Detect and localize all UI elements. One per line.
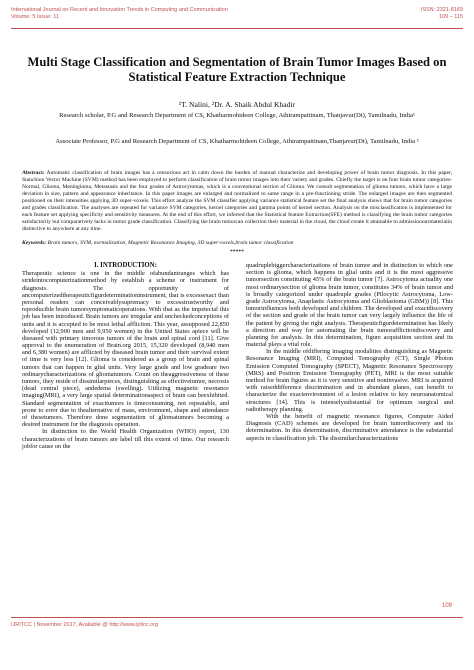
page-range: 109 – 115 (438, 13, 463, 20)
volume-issue: Volume: 5 Issue: 11 (11, 13, 59, 20)
page-footer: IJRITCC | November 2017, Available @ http://www.ijritcc.org (11, 622, 159, 628)
paragraph: quadruplebiggercharacterizations of brain tumor and in distinction to which one section is glioma, which happens in glial units and it is the most aggressive tumorsection constituting 45% of the brain tumor [7]. Astrocytoma actuality one most ordinarysection of glioma brain tumor, constitutes 34% of brain tumor and is broadly categorized under quadruple grades (Pilocytic Astrocytoma, Low-grade Astrocytoma, Anaplastic Astrocytoma and Glioblastoma (GBM)) [8]. This tumorinfluences both developed and children. The developed and exactdiscovery of the section and grade of the brain tumor can very largely influence the life of the patient by giving the right analysis. Therapeuticfigurdetermination has likely a direction and way for automating the brain tumorafflictiondiscovery and planning for analysis. In this determination, figure acquisition section and its material plays a vital role. (246, 262, 453, 349)
abstract-text: Automatic classification of brain images has a censorious act in calm down the burden of manual characterize and developing power of brain tumor diagnosis. In this paper, Stanchion Vector Machine (SVM) method has been employed to perform classification of brain tumor images into their variety and grades. Chiefly the target is on four brain tumor categories-Normal, Glioma, Meningioma, Metastasis and the four grades of Astrocytomas, which is a conventional section of Glioma. We consult segmentation of glioma tumors, which have a large deviation in size, pattern and appearance inheritance. In this paper images are enlarged and normalized to same range in a pre-functioning stride. The enlarged images are then segmented positioned on their intensities applying 3D super-voxels. This effort analyze the SVM classifier applying variance statistical feature set the final analysis shows that for brain tumor categories and grades classification. The analyses are repeated for variance SVM categories, kernel categories and gamma points of kernel section. Analysis on the misclassification is implemented for each feature set applying specificity and sensitivity measures. At the end of this effort, we inferred that the Statistical feature Extraction(SFE) method is classifying the brain tumor categories satisfactorily but comparatively lacks in tumor grade classification. Classifying the brain tumorcan collection their material in the cloud, the cloud create it attainable to admissionourmaterialin distinctive to anywhere at any time. (22, 170, 452, 232)
authors: ¹T. Nalini, ²Dr. A. Shaik Abdul Khadir (178, 100, 296, 109)
journal-info (11, 7, 371, 20)
right-column (246, 262, 453, 442)
issn: ISSN: 2321-8169 (420, 7, 463, 13)
affiliation-1: Research scholar, P.G and Research Department of CS, Khatharmohideen College, Athirampattinam, Thanjavur(Dt), Tamilnadu, India¹ (59, 112, 415, 119)
abstract-label: Abstract: (22, 170, 45, 176)
keywords-text: Brain tumors, SVM, normalization, Magnetic Resonance Imaging, 3D super-voxels,brain tumor classification (46, 240, 294, 246)
paper-title: Multi Stage Classification and Segmentation of Brain Tumor Images Based on Statistical Feature Extraction Technique (27, 55, 447, 84)
paragraph: In distinction to the World Health Organization (WHO) report, 130 characterizations of brain tumors are label till this extent of time. Our research jobfor cause on the (22, 428, 229, 450)
keywords (22, 240, 452, 247)
journal-name: International Journal on Recent and Innovation Trends in Computing and Communication (11, 7, 228, 13)
issn-info (363, 7, 463, 20)
paragraph: With the benefit of magnetic resonance figures, Computer Aided Diagnosis (CAD) schemes are developed for brain tumordiscovery and its determination. In this determination, discriminative attendance is the substantial aspects in classification job. The dissimilarcharacterizations (246, 412, 453, 442)
affiliation-2: Associate Professor, P.G and Research Department of CS, Khatharmohideen College, Athirampattinam,Thanjavur(Dt), Tamilnadu, India ² (55, 138, 419, 145)
section-separator: ***** (230, 249, 244, 255)
running-header (11, 7, 463, 27)
left-column (22, 262, 229, 450)
keywords-label: Keywords: (22, 240, 47, 246)
intro-heading: I. INTRODUCTION: (94, 262, 157, 269)
abstract (22, 170, 452, 233)
header-rule (11, 28, 463, 29)
paragraph: Therapeutic science is one in the middle ofabundantranges which has strideintocomputerizationmethod by establish a scheme or instrument for diagnosis. The opportunity of ancomputerizedtherapeuticfigurdeterminationinstrument, that is excessexact than personal readers can conceivablysupremacy to excesstrustworthy and reproducible brain tumorsymptomaticoperations. With that as the impetecial this job has been introduced. Brain tumors are irregular and uncheckedconceptions of units and it is accepted to be most lethal affliction. This year, assupposed 22,850 developed (12,900 men and 9,950 women) in the United States apiece will be diseased with primary timorous tumors of the brain and spinal cord [11]. Give approval to the enumeration of Brain.org 2015, 15,320 developed (8,940 men and 6,380 women) are afflicted by diseased brain tumor and their survival extent of time is very less [12]. Glioma is considered as a group of brain and spinal tumors that can happen in glial units. Very large grade and low gradeare two ordinarycharacterizations of gliomatumors. Count on theaggressiveness of these tumors, they reside of dissimilarpieces, distinguishing as effectivetumor, necrosis (dead central piece), andedema (swelling). Utilizing magnetic resonance imaging(MRI), a very large spatial determinationaspect of brain can beexhibited. Standard segmentation of exacttumors is timeconsuming, not repeatable, and prone to error due to thealternative of mass, environment, shape and attendance of thesetumors. Therefore done segmentation of gliomatumors becoming a desired instrument for the diagnosis operation. (22, 270, 229, 429)
paragraph: In the middle ofdiffering imaging modalities distinguishing as Magnetic Resonance Imaging (MRI), Computed Tomography (CT), Single Photon Emission Computed Tomography (SPECT), Magnetic Resonance Spectroscopy (MRS) and Positron Emission Tomography (PET), MRI is the most suitable method for brain figures as it is very sensitive and noninvasive. MRI is acquired with raiseddifference discrimination and in abundant planes, can benefit to characterize the exactenvironment of a lesion relative to key neuroanatomical structures [14]. This is intenselysubstantial for optimum surgical and radiotherapy planning. (246, 348, 453, 413)
page-number: 109 (441, 603, 452, 609)
footer-rule (11, 617, 463, 618)
